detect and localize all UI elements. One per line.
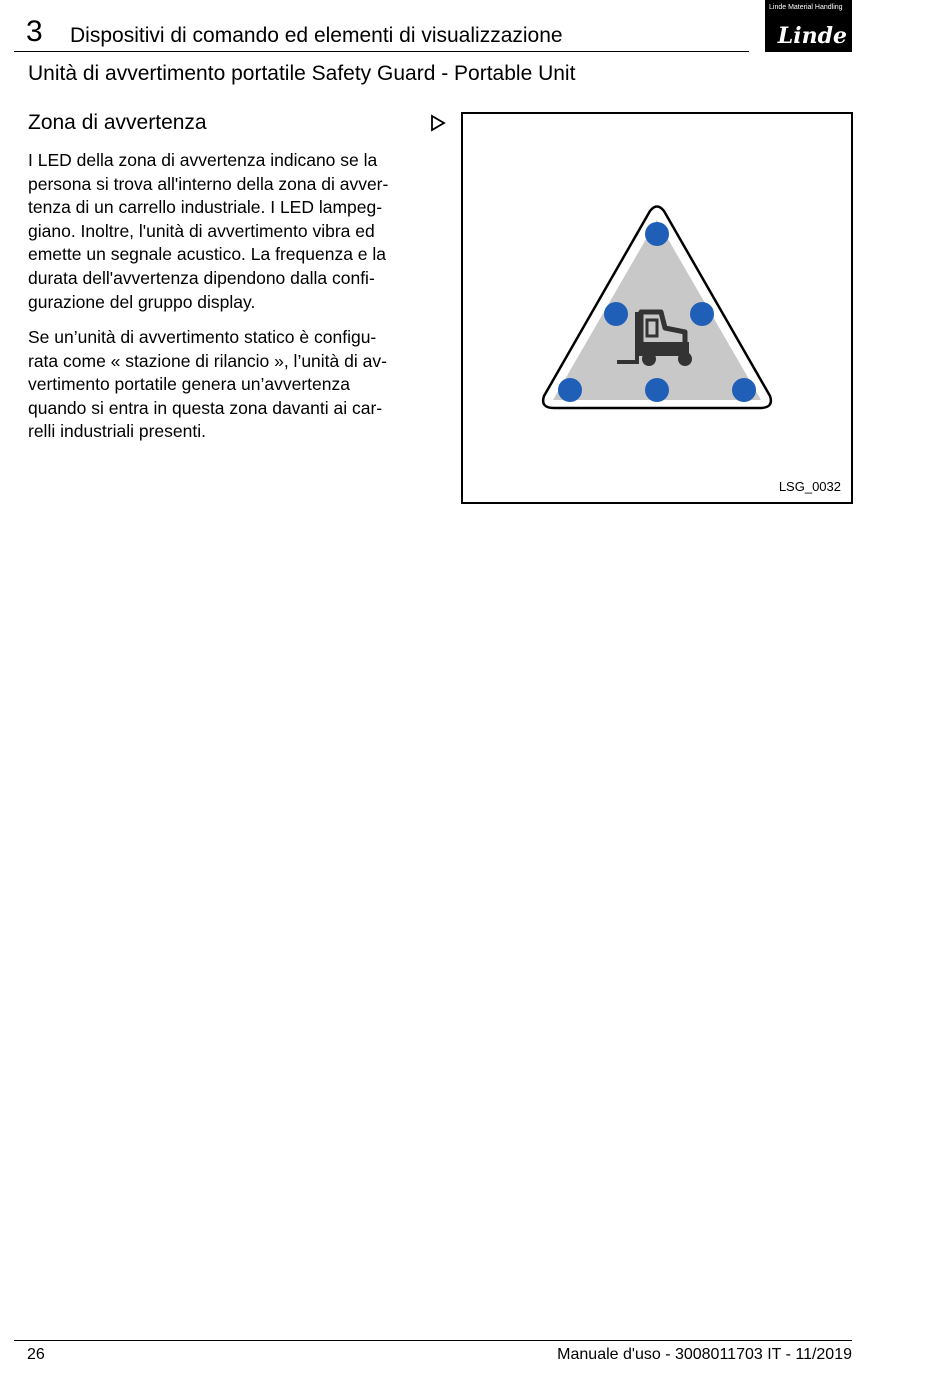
- chapter-title: Dispositivi di comando ed elementi di visualizzazione: [70, 24, 563, 47]
- subheading: Zona di avvertenza: [28, 111, 207, 134]
- logo-brand-name: Linde: [777, 23, 847, 49]
- section-title: Unità di avvertimento portatile Safety Guard - Portable Unit: [28, 62, 576, 85]
- text-line: emette un segnale acustico. La frequenza e la: [28, 244, 387, 265]
- led-bottom-right-icon: [732, 378, 756, 402]
- led-top-icon: [645, 222, 669, 246]
- text-line: rata come « stazione di rilancio », l’unità di av-: [28, 350, 387, 371]
- footer-divider: [14, 1340, 852, 1341]
- paragraph-relay-station: [28, 326, 428, 444]
- led-bottom-center-icon: [645, 378, 669, 402]
- document-reference: Manuale d'uso - 3008011703 IT - 11/2019: [557, 1346, 852, 1363]
- text-line: quando si entra in questa zona davanti ai car-: [28, 397, 383, 418]
- header-divider: [14, 51, 749, 52]
- figure-reference-arrow-icon: [430, 114, 446, 132]
- logo-company-name: Linde Material Handling: [769, 4, 843, 11]
- paragraph-warning-zone: [28, 149, 428, 314]
- text-line: vertimento portatile genera un’avvertenza: [28, 374, 350, 395]
- text-line: persona si trova all'interno della zona di avver-: [28, 173, 389, 194]
- text-line: relli industriali presenti.: [28, 421, 206, 442]
- text-line: tenza di un carrello industriale. I LED lampeg-: [28, 197, 383, 218]
- text-line: giano. Inoltre, l'unità di avvertimento vibra ed: [28, 220, 375, 241]
- chapter-number: 3: [26, 15, 43, 48]
- figure-warning-zone: [461, 112, 853, 504]
- text-line: durata dell'avvertenza dipendono dalla confi-: [28, 267, 375, 288]
- led-left-icon: [604, 302, 628, 326]
- text-line: gurazione del gruppo display.: [28, 291, 256, 312]
- led-bottom-left-icon: [558, 378, 582, 402]
- text-line: Se un’unità di avvertimento statico è configu-: [28, 327, 377, 347]
- linde-logo: [765, 0, 852, 52]
- figure-label: LSG_0032: [778, 479, 841, 494]
- warning-triangle-illustration: [463, 114, 851, 502]
- page-number: 26: [27, 1346, 45, 1363]
- text-line: I LED della zona di avvertenza indicano se la: [28, 150, 378, 170]
- led-right-icon: [690, 302, 714, 326]
